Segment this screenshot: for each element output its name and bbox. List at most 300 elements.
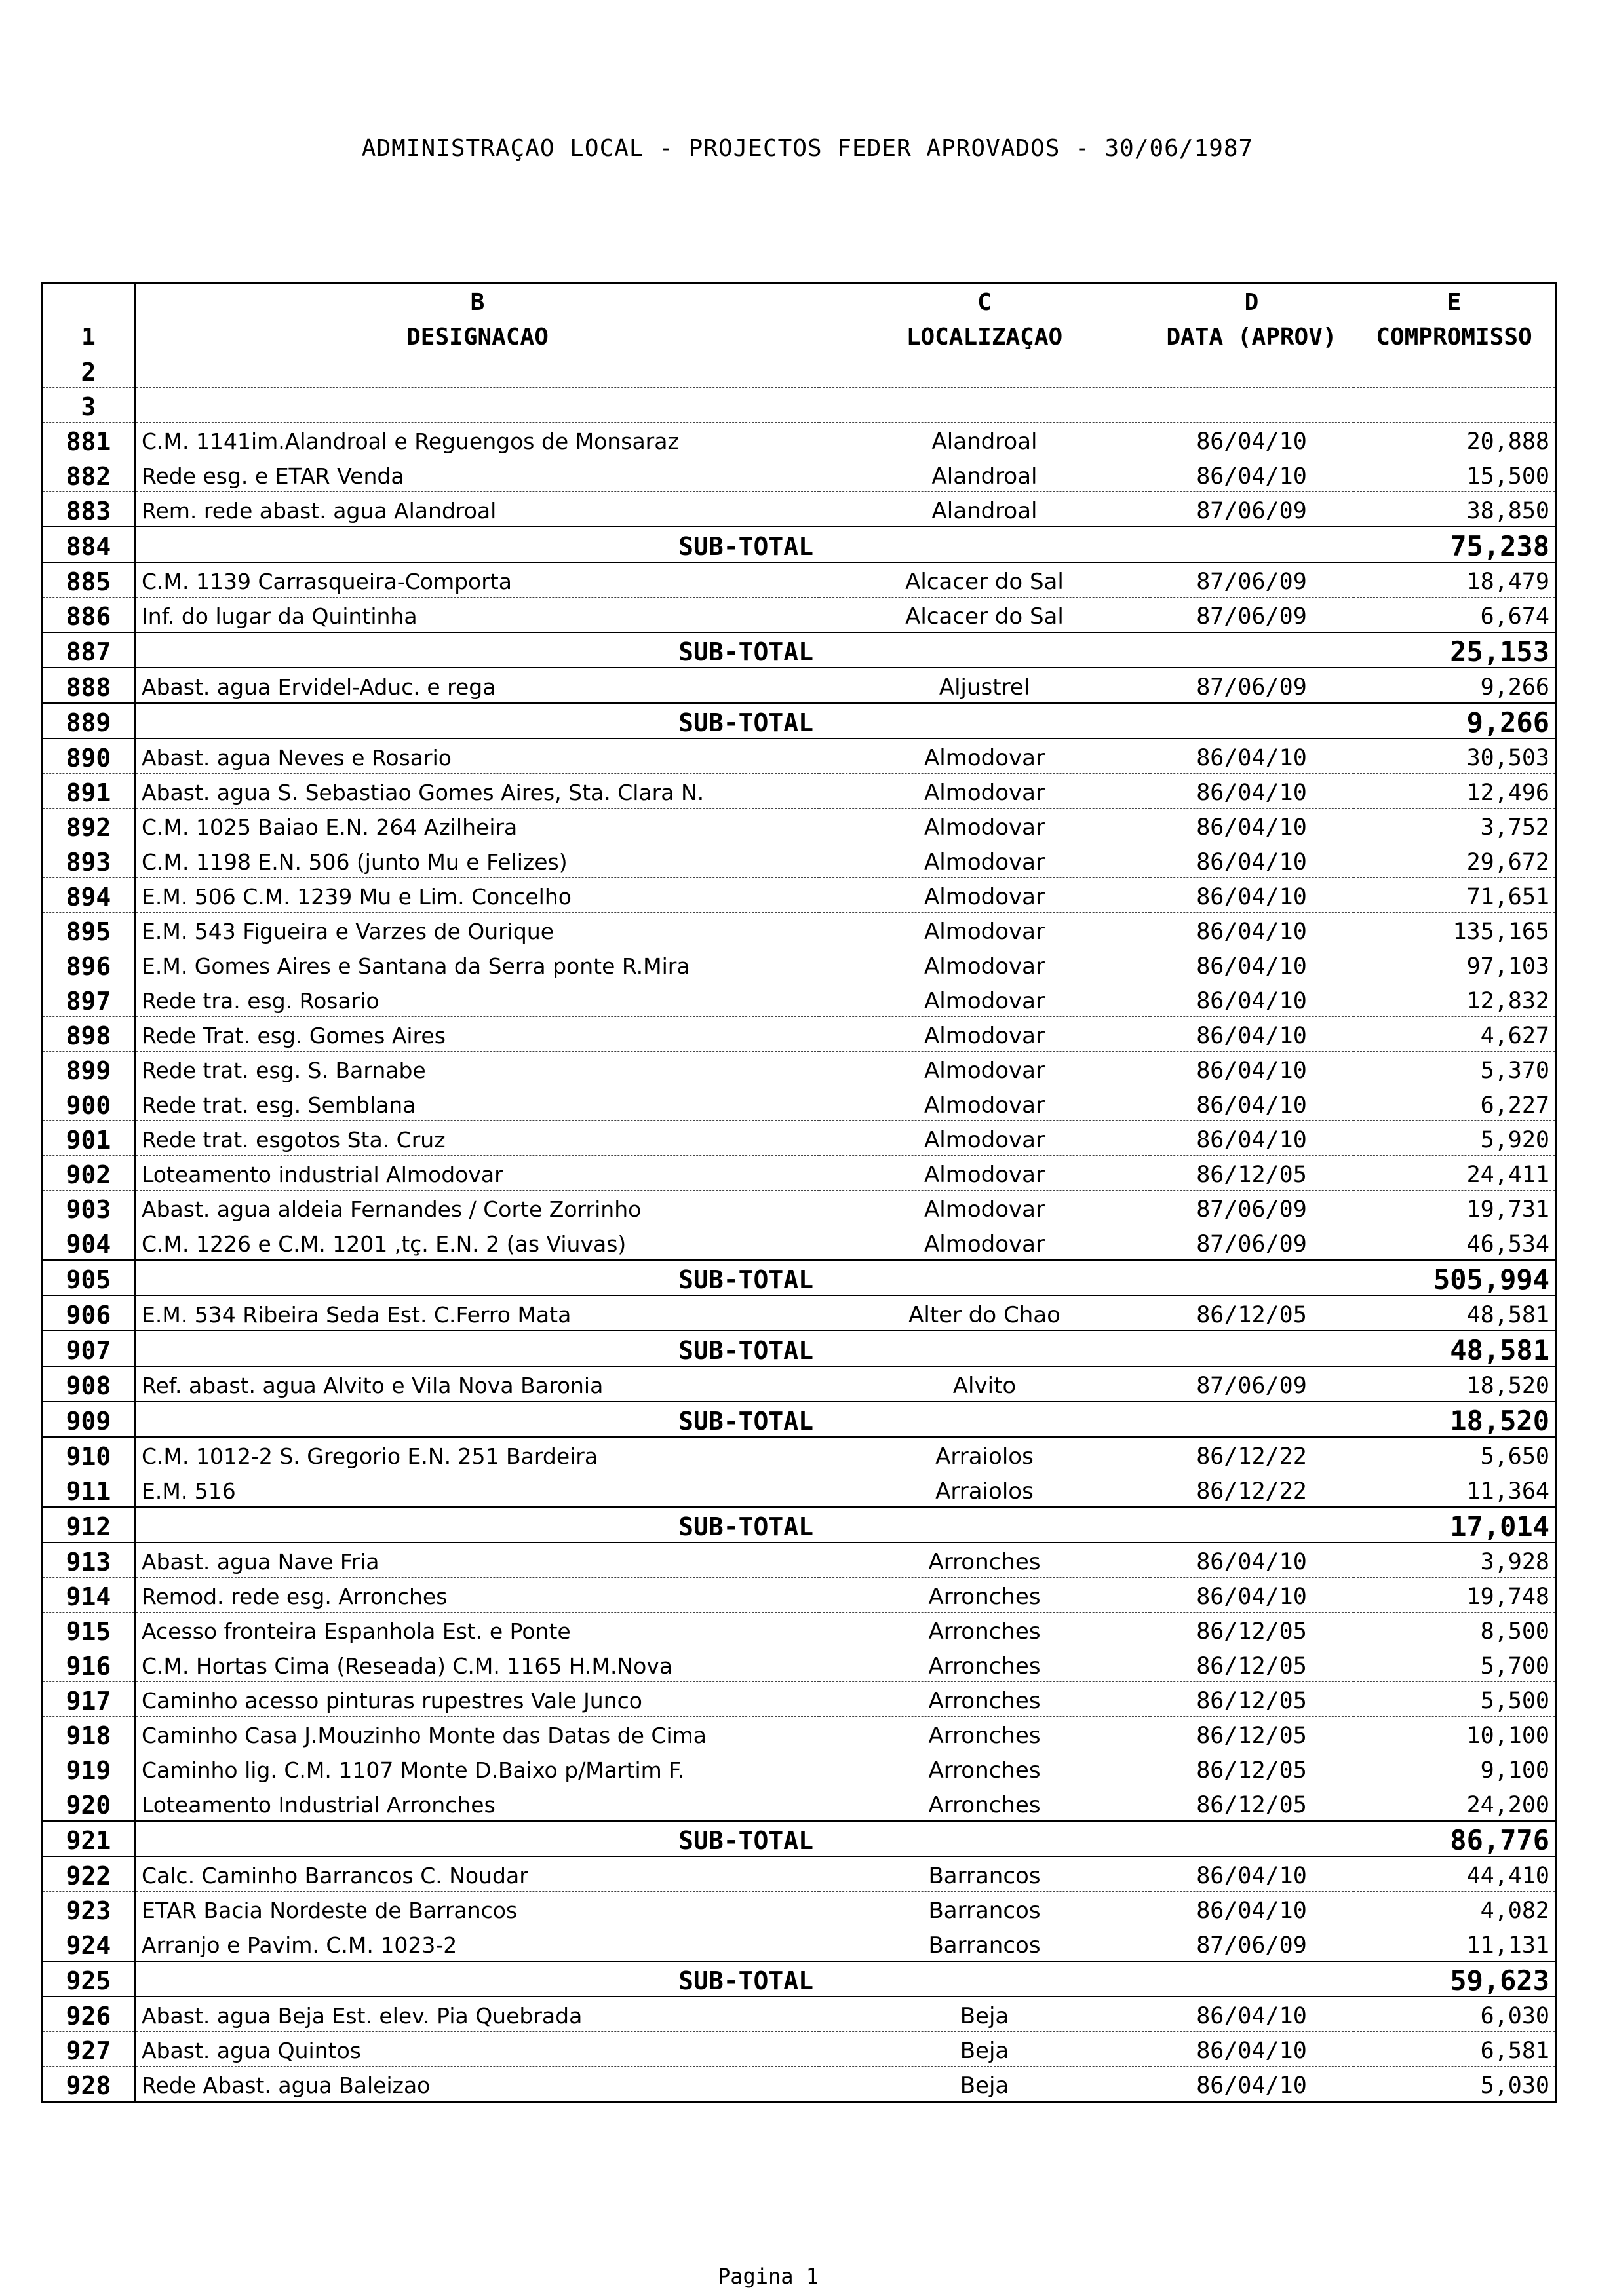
date-cell: 86/04/10 [1150,738,1353,774]
compromisso-cell: 19,748 [1353,1578,1556,1613]
row-number: 901 [42,1121,136,1156]
designacao-cell: Abast. agua aldeia Fernandes / Corte Zorrinho [136,1191,819,1225]
subtotal-label: SUB-TOTAL [136,1260,819,1295]
table-row [42,1578,1556,1613]
row-number: 1 [42,318,136,353]
row-number: 905 [42,1260,136,1295]
table-row [42,1647,1556,1682]
blank-cell [136,353,819,388]
localizacao-cell: Almodovar [819,1191,1150,1225]
localizacao-cell: Arronches [819,1751,1150,1786]
row-number: 910 [42,1437,136,1472]
table-row [42,878,1556,913]
table-row [42,1682,1556,1717]
localizacao-cell: Barrancos [819,1856,1150,1892]
table-row [42,1052,1556,1086]
subtotal-row [42,1507,1556,1542]
designacao-cell: C.M. 1226 e C.M. 1201 ,tç. E.N. 2 (as Viuvas) [136,1225,819,1261]
date-cell: 87/06/09 [1150,598,1353,633]
row-number: 906 [42,1295,136,1331]
compromisso-cell: 10,100 [1353,1717,1556,1751]
table-row [42,1017,1556,1052]
compromisso-cell: 11,131 [1353,1926,1556,1962]
blank-cell [819,1402,1150,1437]
row-number: 925 [42,1961,136,1997]
table-row [42,492,1556,527]
designacao-cell: Abast. agua Nave Fria [136,1542,819,1578]
column-letter-row [42,283,1556,318]
blank-cell [819,1961,1150,1997]
blank-cell [1353,388,1556,423]
compromisso-cell: 6,581 [1353,2032,1556,2067]
blank-cell [1150,1260,1353,1295]
designacao-cell: Inf. do lugar da Quintinha [136,598,819,633]
compromisso-cell: 4,082 [1353,1892,1556,1926]
localizacao-cell: Alvito [819,1366,1150,1402]
blank-cell [819,388,1150,423]
subtotal-row [42,632,1556,668]
subtotal-label: SUB-TOTAL [136,1331,819,1366]
table-row [42,668,1556,703]
col-letter-d: D [1150,283,1353,318]
subtotal-row [42,1260,1556,1295]
subtotal-row [42,1821,1556,1856]
subtotal-row [42,703,1556,738]
date-cell: 86/04/10 [1150,2067,1353,2102]
localizacao-cell: Arronches [819,1717,1150,1751]
date-cell: 86/04/10 [1150,982,1353,1017]
date-cell: 86/12/05 [1150,1786,1353,1822]
subtotal-value: 505,994 [1353,1260,1556,1295]
subtotal-label: SUB-TOTAL [136,1821,819,1856]
designacao-cell: C.M. 1141im.Alandroal e Reguengos de Monsaraz [136,423,819,457]
subtotal-value: 48,581 [1353,1331,1556,1366]
compromisso-cell: 6,030 [1353,1997,1556,2032]
blank-cell [1353,353,1556,388]
header-localizacao: LOCALIZAÇAO [819,318,1150,353]
date-cell: 86/04/10 [1150,1017,1353,1052]
subtotal-row [42,527,1556,562]
designacao-cell: Loteamento industrial Almodovar [136,1156,819,1191]
subtotal-label: SUB-TOTAL [136,1402,819,1437]
row-number: 886 [42,598,136,633]
compromisso-cell: 6,674 [1353,598,1556,633]
row-number: 885 [42,562,136,598]
row-number: 907 [42,1331,136,1366]
col-letter-b: B [136,283,819,318]
subtotal-label: SUB-TOTAL [136,1507,819,1542]
compromisso-cell: 5,500 [1353,1682,1556,1717]
compromisso-cell: 5,650 [1353,1437,1556,1472]
row-number: 916 [42,1647,136,1682]
date-cell: 87/06/09 [1150,562,1353,598]
table-row [42,982,1556,1017]
row-number: 915 [42,1613,136,1647]
table-row [42,457,1556,492]
localizacao-cell: Almodovar [819,947,1150,982]
compromisso-cell: 12,832 [1353,982,1556,1017]
designacao-cell: Loteamento Industrial Arronches [136,1786,819,1822]
row-number: 3 [42,388,136,423]
subtotal-label: SUB-TOTAL [136,632,819,668]
localizacao-cell: Almodovar [819,913,1150,947]
row-number: 917 [42,1682,136,1717]
designacao-cell: ETAR Bacia Nordeste de Barrancos [136,1892,819,1926]
row-number: 889 [42,703,136,738]
designacao-cell: Rede esg. e ETAR Venda [136,457,819,492]
row-number: 908 [42,1366,136,1402]
row-number: 897 [42,982,136,1017]
localizacao-cell: Almodovar [819,1225,1150,1261]
localizacao-cell: Beja [819,2067,1150,2102]
designacao-cell: Abast. agua Beja Est. elev. Pia Quebrada [136,1997,819,2032]
row-number: 881 [42,423,136,457]
table-row [42,1437,1556,1472]
table-row [42,1542,1556,1578]
row-number: 892 [42,809,136,843]
localizacao-cell: Alcacer do Sal [819,562,1150,598]
row-number: 890 [42,738,136,774]
compromisso-cell: 71,651 [1353,878,1556,913]
table-row [42,1613,1556,1647]
localizacao-cell: Arronches [819,1786,1150,1822]
table-row [42,1997,1556,2032]
table-row [42,1856,1556,1892]
compromisso-cell: 11,364 [1353,1472,1556,1508]
designacao-cell: E.M. 506 C.M. 1239 Mu e Lim. Concelho [136,878,819,913]
row-number: 926 [42,1997,136,2032]
date-cell: 86/04/10 [1150,2032,1353,2067]
row-number: 904 [42,1225,136,1261]
row-number: 911 [42,1472,136,1508]
date-cell: 86/12/05 [1150,1647,1353,1682]
localizacao-cell: Alcacer do Sal [819,598,1150,633]
localizacao-cell: Almodovar [819,809,1150,843]
table-row [42,774,1556,809]
designacao-cell: Calc. Caminho Barrancos C. Noudar [136,1856,819,1892]
date-cell: 86/04/10 [1150,423,1353,457]
row-number: 899 [42,1052,136,1086]
date-cell: 86/12/05 [1150,1295,1353,1331]
subtotal-value: 18,520 [1353,1402,1556,1437]
header-row [42,318,1556,353]
blank-cell [819,632,1150,668]
localizacao-cell: Almodovar [819,843,1150,878]
col-letter-e: E [1353,283,1556,318]
designacao-cell: C.M. 1198 E.N. 506 (junto Mu e Felizes) [136,843,819,878]
row-number: 919 [42,1751,136,1786]
table-row [42,1892,1556,1926]
row-number: 924 [42,1926,136,1962]
compromisso-cell: 18,520 [1353,1366,1556,1402]
localizacao-cell: Arraiolos [819,1437,1150,1472]
blank-cell [1150,1402,1353,1437]
col-letter-a [42,283,136,318]
compromisso-cell: 24,411 [1353,1156,1556,1191]
table-row [42,1121,1556,1156]
date-cell: 87/06/09 [1150,668,1353,703]
localizacao-cell: Arronches [819,1542,1150,1578]
blank-cell [819,353,1150,388]
date-cell: 86/04/10 [1150,809,1353,843]
date-cell: 86/12/05 [1150,1156,1353,1191]
designacao-cell: Abast. agua Ervidel-Aduc. e rega [136,668,819,703]
date-cell: 86/04/10 [1150,1578,1353,1613]
blank-cell [819,703,1150,738]
compromisso-cell: 15,500 [1353,457,1556,492]
row-number: 902 [42,1156,136,1191]
compromisso-cell: 6,227 [1353,1086,1556,1121]
date-cell: 86/04/10 [1150,1086,1353,1121]
localizacao-cell: Almodovar [819,774,1150,809]
page-title: ADMINISTRAÇAO LOCAL - PROJECTOS FEDER APROVADOS - 30/06/1987 [361,135,1254,162]
designacao-cell: Arranjo e Pavim. C.M. 1023-2 [136,1926,819,1962]
localizacao-cell: Alter do Chao [819,1295,1150,1331]
compromisso-cell: 19,731 [1353,1191,1556,1225]
compromisso-cell: 5,920 [1353,1121,1556,1156]
table-row [42,1786,1556,1822]
localizacao-cell: Almodovar [819,738,1150,774]
localizacao-cell: Arronches [819,1578,1150,1613]
row-number: 920 [42,1786,136,1822]
localizacao-cell: Almodovar [819,1121,1150,1156]
page-footer: Pagina 1 [717,2264,819,2289]
designacao-cell: Rede trat. esgotos Sta. Cruz [136,1121,819,1156]
blank-cell [1150,703,1353,738]
designacao-cell: Caminho acesso pinturas rupestres Vale Junco [136,1682,819,1717]
blank-row [42,388,1556,423]
row-number: 900 [42,1086,136,1121]
row-number: 918 [42,1717,136,1751]
table-row [42,2032,1556,2067]
localizacao-cell: Almodovar [819,982,1150,1017]
date-cell: 87/06/09 [1150,1366,1353,1402]
localizacao-cell: Barrancos [819,1892,1150,1926]
designacao-cell: C.M. 1012-2 S. Gregorio E.N. 251 Bardeira [136,1437,819,1472]
designacao-cell: Rem. rede abast. agua Alandroal [136,492,819,527]
table-row [42,843,1556,878]
compromisso-cell: 48,581 [1353,1295,1556,1331]
subtotal-value: 9,266 [1353,703,1556,738]
row-number: 895 [42,913,136,947]
date-cell: 87/06/09 [1150,492,1353,527]
localizacao-cell: Arronches [819,1613,1150,1647]
designacao-cell: E.M. Gomes Aires e Santana da Serra ponte R.Mira [136,947,819,982]
subtotal-row [42,1331,1556,1366]
localizacao-cell: Beja [819,2032,1150,2067]
compromisso-cell: 38,850 [1353,492,1556,527]
row-number: 898 [42,1017,136,1052]
compromisso-cell: 5,700 [1353,1647,1556,1682]
table-row [42,1225,1556,1261]
row-number: 927 [42,2032,136,2067]
subtotal-value: 59,623 [1353,1961,1556,1997]
designacao-cell: Rede trat. esg. Semblana [136,1086,819,1121]
localizacao-cell: Arraiolos [819,1472,1150,1508]
row-number: 928 [42,2067,136,2102]
date-cell: 87/06/09 [1150,1191,1353,1225]
subtotal-label: SUB-TOTAL [136,1961,819,1997]
subtotal-label: SUB-TOTAL [136,703,819,738]
row-number: 912 [42,1507,136,1542]
date-cell: 86/04/10 [1150,457,1353,492]
localizacao-cell: Barrancos [819,1926,1150,1962]
compromisso-cell: 9,266 [1353,668,1556,703]
blank-cell [819,1821,1150,1856]
table-row [42,1926,1556,1962]
row-number: 894 [42,878,136,913]
blank-row [42,353,1556,388]
blank-cell [1150,632,1353,668]
row-number: 883 [42,492,136,527]
date-cell: 87/06/09 [1150,1926,1353,1962]
blank-cell [1150,1961,1353,1997]
compromisso-cell: 29,672 [1353,843,1556,878]
row-number: 896 [42,947,136,982]
compromisso-cell: 135,165 [1353,913,1556,947]
localizacao-cell: Aljustrel [819,668,1150,703]
designacao-cell: Ref. abast. agua Alvito e Vila Nova Baronia [136,1366,819,1402]
col-letter-c: C [819,283,1150,318]
subtotal-value: 17,014 [1353,1507,1556,1542]
designacao-cell: Rede Trat. esg. Gomes Aires [136,1017,819,1052]
row-number: 921 [42,1821,136,1856]
date-cell: 86/04/10 [1150,1052,1353,1086]
table-row [42,1751,1556,1786]
blank-cell [1150,353,1353,388]
compromisso-cell: 4,627 [1353,1017,1556,1052]
table-row [42,562,1556,598]
designacao-cell: Caminho lig. C.M. 1107 Monte D.Baixo p/Martim F. [136,1751,819,1786]
designacao-cell: C.M. Hortas Cima (Reseada) C.M. 1165 H.M.Nova [136,1647,819,1682]
localizacao-cell: Almodovar [819,878,1150,913]
date-cell: 86/04/10 [1150,1856,1353,1892]
row-number: 913 [42,1542,136,1578]
compromisso-cell: 3,928 [1353,1542,1556,1578]
compromisso-cell: 24,200 [1353,1786,1556,1822]
date-cell: 86/04/10 [1150,878,1353,913]
row-number: 893 [42,843,136,878]
table-row [42,598,1556,633]
table-row [42,1717,1556,1751]
table-row [42,809,1556,843]
localizacao-cell: Almodovar [819,1017,1150,1052]
localizacao-cell: Alandroal [819,492,1150,527]
date-cell: 86/12/05 [1150,1682,1353,1717]
designacao-cell: E.M. 543 Figueira e Varzes de Ourique [136,913,819,947]
blank-cell [1150,1331,1353,1366]
row-number: 922 [42,1856,136,1892]
header-data: DATA (APROV) [1150,318,1353,353]
row-number: 2 [42,353,136,388]
row-number: 887 [42,632,136,668]
subtotal-value: 86,776 [1353,1821,1556,1856]
designacao-cell: Acesso fronteira Espanhola Est. e Ponte [136,1613,819,1647]
blank-cell [1150,388,1353,423]
subtotal-row [42,1402,1556,1437]
row-number: 914 [42,1578,136,1613]
row-number: 882 [42,457,136,492]
date-cell: 86/04/10 [1150,1892,1353,1926]
row-number: 903 [42,1191,136,1225]
table-row [42,1472,1556,1508]
subtotal-value: 25,153 [1353,632,1556,668]
designacao-cell: Abast. agua S. Sebastiao Gomes Aires, Sta. Clara N. [136,774,819,809]
date-cell: 86/04/10 [1150,1997,1353,2032]
localizacao-cell: Almodovar [819,1052,1150,1086]
compromisso-cell: 5,030 [1353,2067,1556,2102]
localizacao-cell: Beja [819,1997,1150,2032]
localizacao-cell: Alandroal [819,457,1150,492]
designacao-cell: Abast. agua Neves e Rosario [136,738,819,774]
blank-cell [1150,1821,1353,1856]
date-cell: 86/12/22 [1150,1472,1353,1508]
header-designacao: DESIGNACAO [136,318,819,353]
designacao-cell: Remod. rede esg. Arronches [136,1578,819,1613]
date-cell: 86/12/05 [1150,1717,1353,1751]
blank-cell [819,1331,1150,1366]
date-cell: 86/12/05 [1150,1613,1353,1647]
designacao-cell: E.M. 534 Ribeira Seda Est. C.Ferro Mata [136,1295,819,1331]
compromisso-cell: 20,888 [1353,423,1556,457]
row-number: 909 [42,1402,136,1437]
blank-cell [1150,1507,1353,1542]
row-number: 884 [42,527,136,562]
designacao-cell: Caminho Casa J.Mouzinho Monte das Datas de Cima [136,1717,819,1751]
compromisso-cell: 44,410 [1353,1856,1556,1892]
table-row [42,1156,1556,1191]
subtotal-row [42,1961,1556,1997]
compromisso-cell: 12,496 [1353,774,1556,809]
blank-cell [819,527,1150,562]
compromisso-cell: 5,370 [1353,1052,1556,1086]
designacao-cell: Rede trat. esg. S. Barnabe [136,1052,819,1086]
date-cell: 86/12/05 [1150,1751,1353,1786]
subtotal-value: 75,238 [1353,527,1556,562]
date-cell: 87/06/09 [1150,1225,1353,1261]
blank-cell [819,1507,1150,1542]
table-row [42,2067,1556,2102]
row-number: 923 [42,1892,136,1926]
compromisso-cell: 8,500 [1353,1613,1556,1647]
localizacao-cell: Almodovar [819,1156,1150,1191]
blank-cell [136,388,819,423]
date-cell: 86/04/10 [1150,843,1353,878]
date-cell: 86/12/22 [1150,1437,1353,1472]
header-compromisso: COMPROMISSO [1353,318,1556,353]
row-number: 888 [42,668,136,703]
localizacao-cell: Alandroal [819,423,1150,457]
designacao-cell: Rede Abast. agua Baleizao [136,2067,819,2102]
table-row [42,738,1556,774]
compromisso-cell: 18,479 [1353,562,1556,598]
table-row [42,1295,1556,1331]
compromisso-cell: 97,103 [1353,947,1556,982]
projects-table [41,282,1557,2103]
compromisso-cell: 30,503 [1353,738,1556,774]
date-cell: 86/04/10 [1150,1542,1353,1578]
table-row [42,1086,1556,1121]
row-number: 891 [42,774,136,809]
designacao-cell: C.M. 1139 Carrasqueira-Comporta [136,562,819,598]
designacao-cell: C.M. 1025 Baiao E.N. 264 Azilheira [136,809,819,843]
blank-cell [819,1260,1150,1295]
subtotal-label: SUB-TOTAL [136,527,819,562]
compromisso-cell: 46,534 [1353,1225,1556,1261]
localizacao-cell: Arronches [819,1682,1150,1717]
localizacao-cell: Arronches [819,1647,1150,1682]
date-cell: 86/04/10 [1150,1121,1353,1156]
